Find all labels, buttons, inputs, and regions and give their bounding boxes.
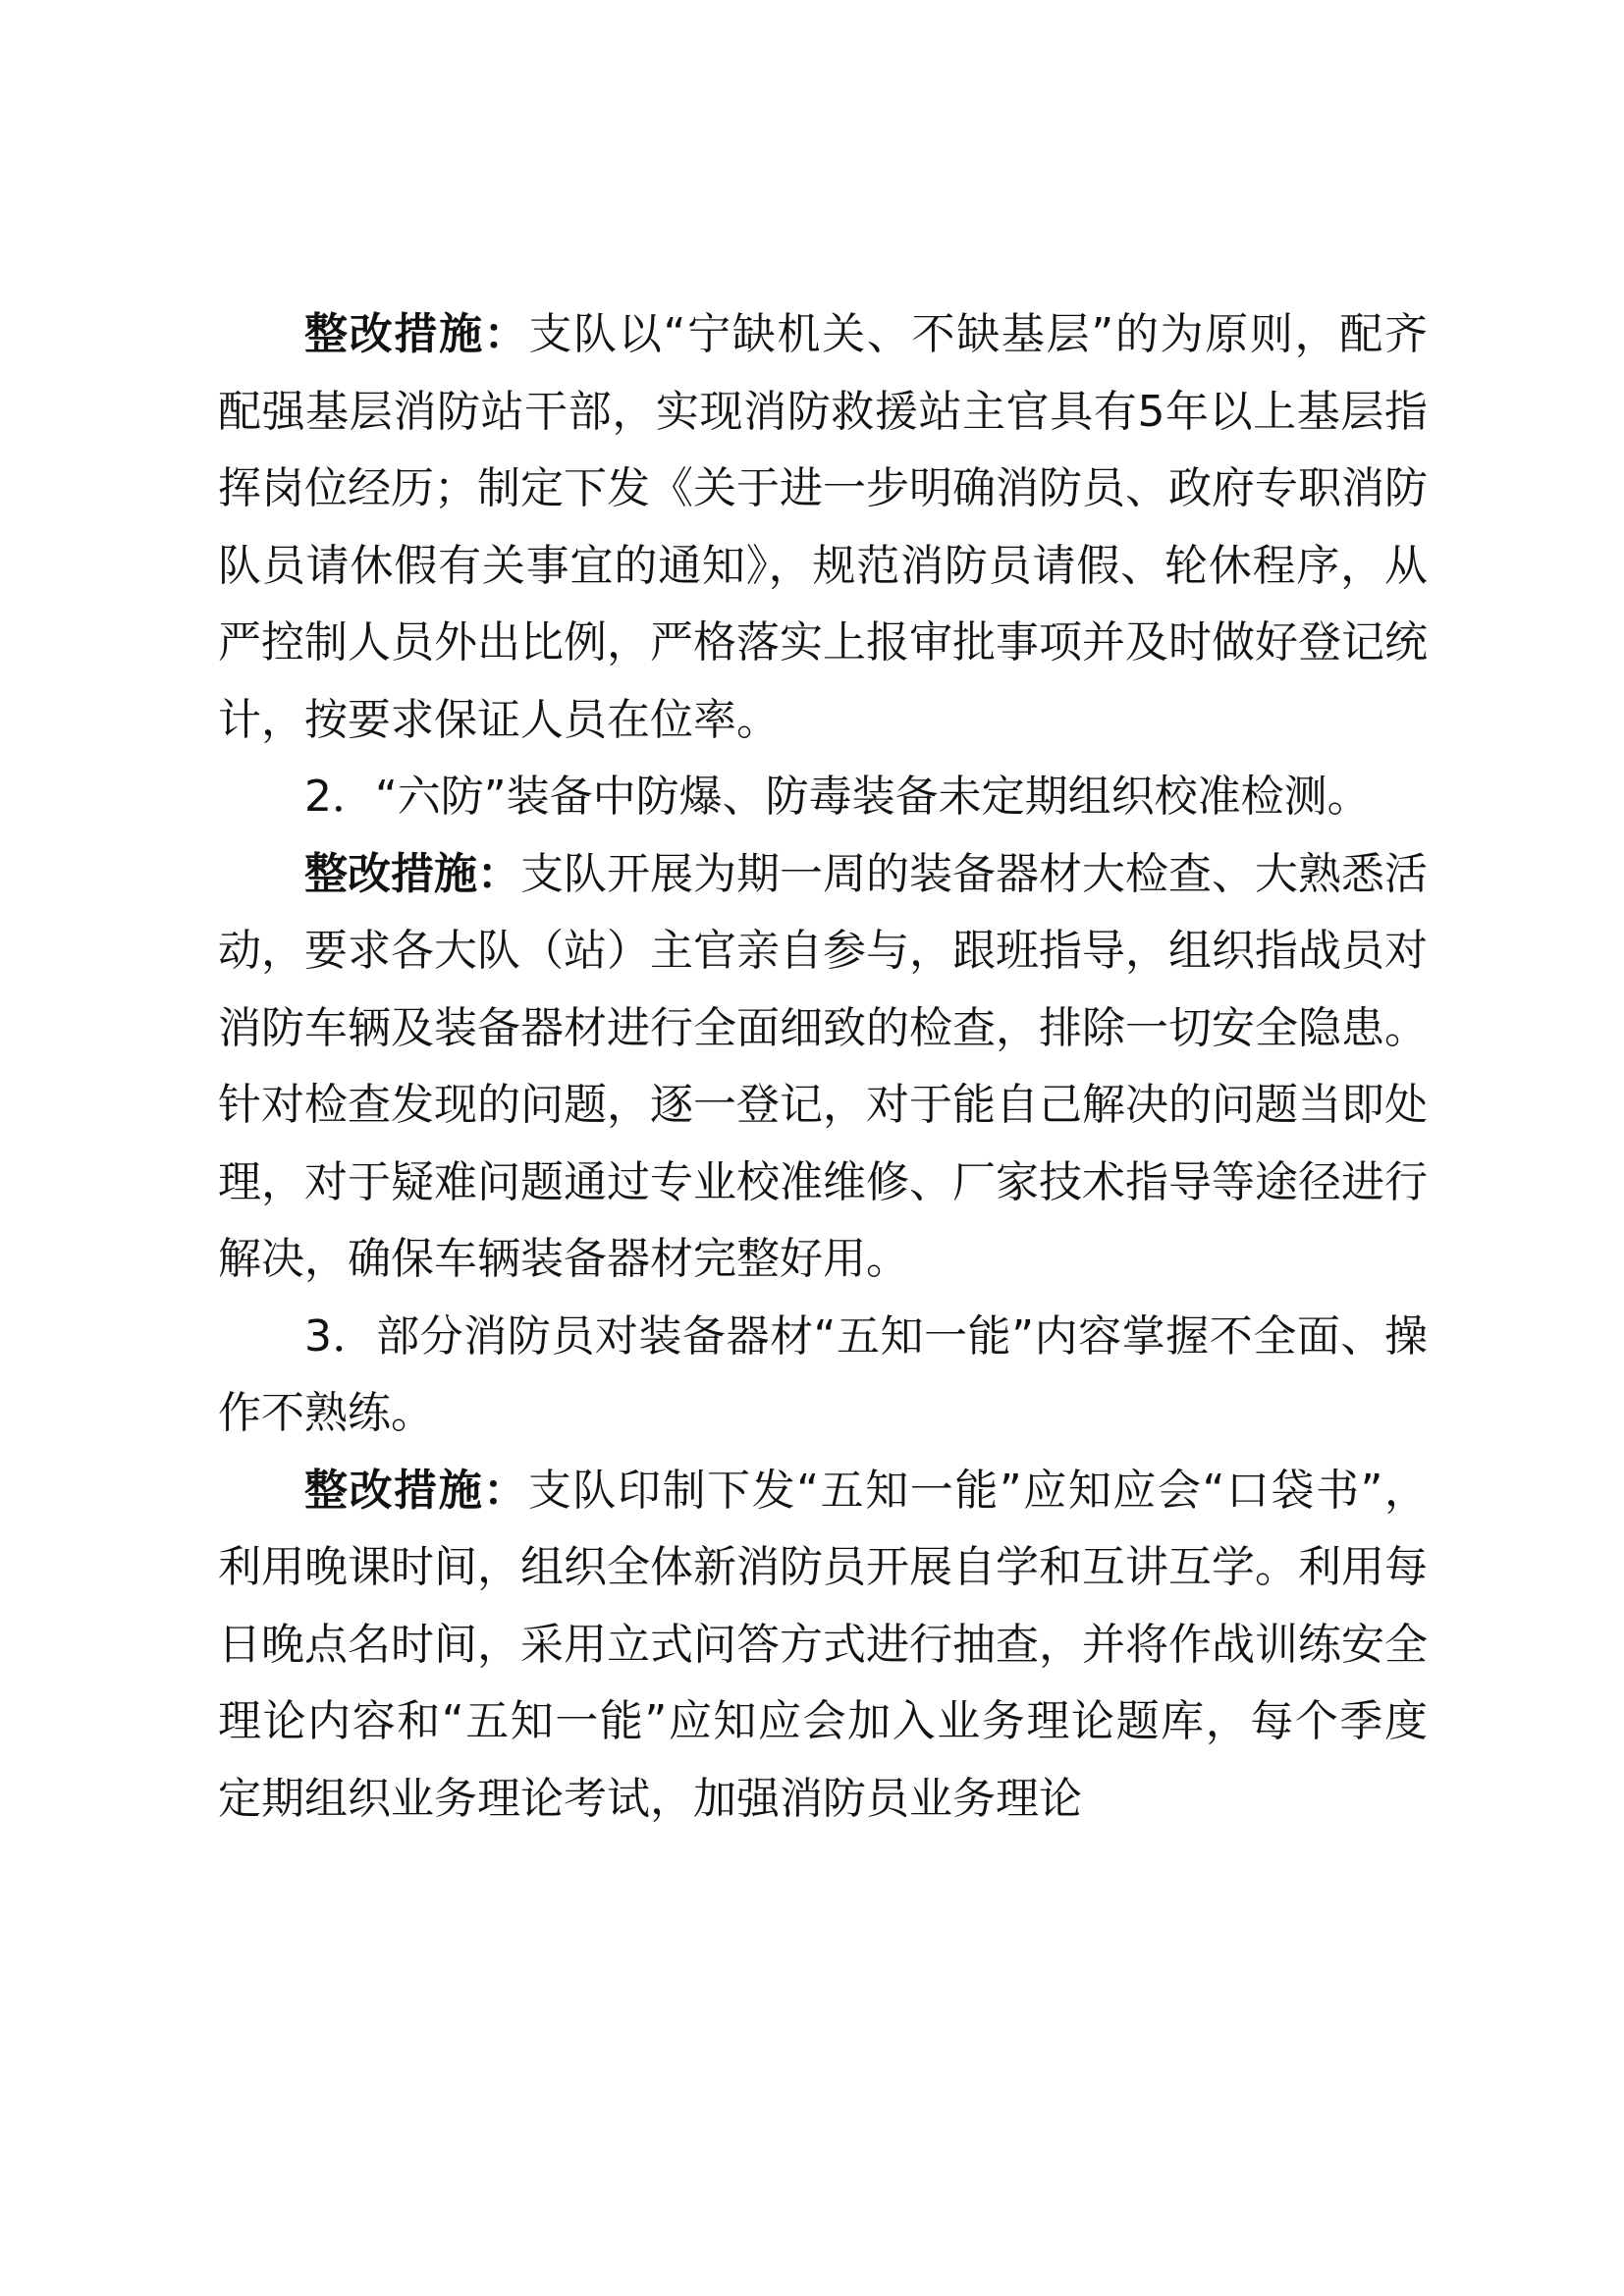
paragraph-measure-1 bbox=[218, 296, 1428, 759]
measure-label: 整改措施： bbox=[304, 1465, 528, 1516]
paragraph-issue-3 bbox=[218, 1299, 1428, 1453]
paragraph-text: 3．部分消防员对装备器材“五知一能”内容掌握不全面、操作不熟练。 bbox=[218, 1310, 1428, 1438]
paragraph-measure-3 bbox=[218, 1453, 1428, 1839]
paragraph-issue-2 bbox=[218, 759, 1428, 836]
paragraph-text: 支队以“宁缺机关、不缺基层”的为原则，配齐配强基层消防站干部，实现消防救援站主官具有5年以上基层指挥岗位经历；制定下发《关于进一步明确消防员、政府专职消防队员请休假有关事宜的通知》，规范消防员请假、轮休程序，从严控制人员外出比例，严格落实上报审批事项并及时做好登记统计，按要求保证人员在位率。 bbox=[218, 309, 1428, 745]
paragraph-text: 支队印制下发“五知一能”应知应会“口袋书”，利用晚课时间，组织全体新消防员开展自学和互讲互学。利用每日晚点名时间，采用立式问答方式进行抽查，并将作战训练安全理论内容和“五知一能”应知应会加入业务理论题库，每个季度定期组织业务理论考试，加强消防员业务理论 bbox=[218, 1465, 1429, 1824]
paragraph-text: 支队开展为期一周的装备器材大检查、大熟悉活动，要求各大队（站）主官亲自参与，跟班指导，组织指战员对消防车辆及装备器材进行全面细致的检查，排除一切安全隐患。针对检查发现的问题，逐一登记，对于能自己解决的问题当即处理，对于疑难问题通过专业校准维修、厂家技术指导等途径进行解决，确保车辆装备器材完整好用。 bbox=[218, 848, 1428, 1284]
measure-label: 整改措施： bbox=[304, 309, 529, 359]
paragraph-text: 2．“六防”装备中防爆、防毒装备未定期组织校准检测。 bbox=[304, 772, 1371, 822]
document-body bbox=[218, 296, 1428, 1838]
paragraph-measure-2 bbox=[218, 836, 1428, 1299]
measure-label: 整改措施： bbox=[304, 848, 520, 899]
